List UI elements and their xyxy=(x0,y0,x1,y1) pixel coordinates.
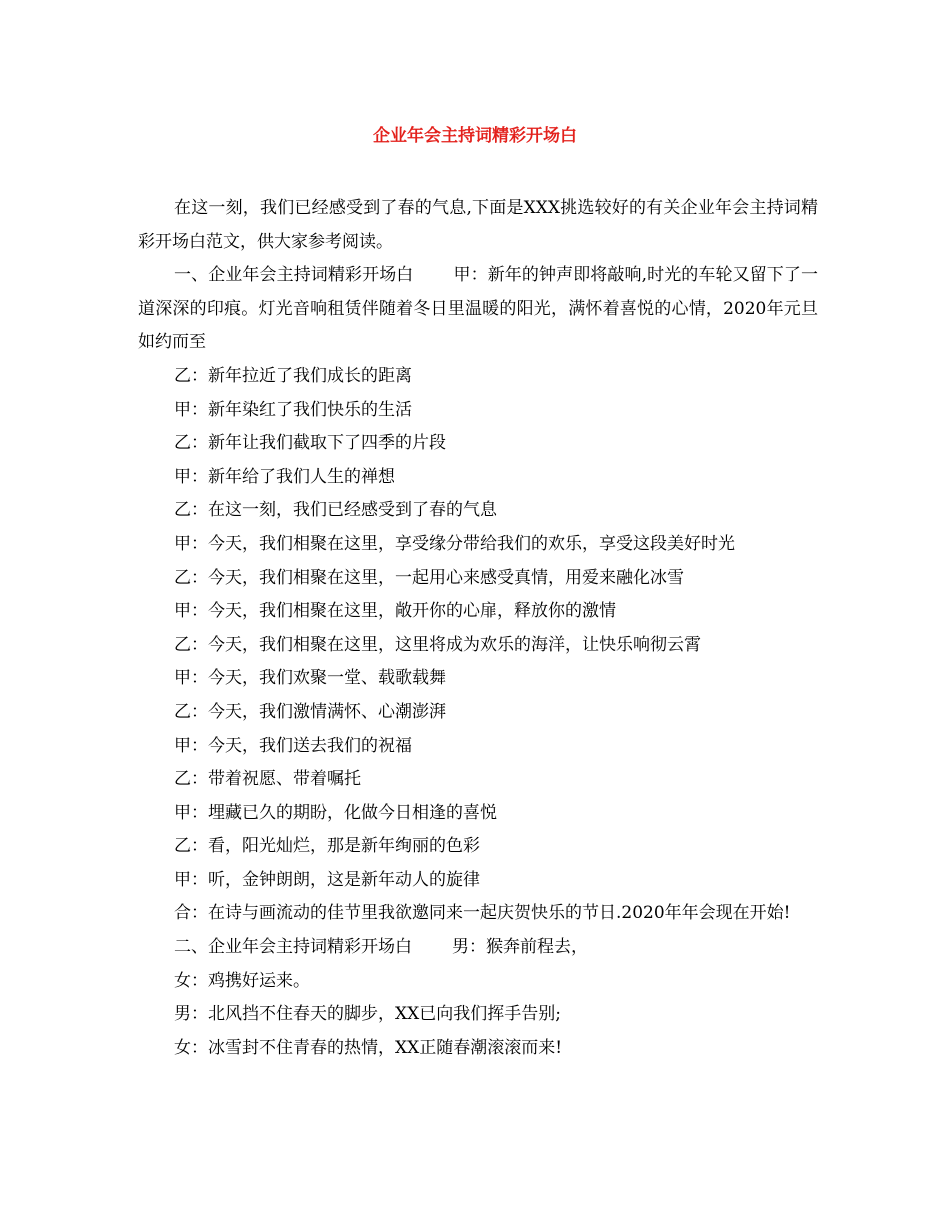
dialogue-line: 乙：今天，我们相聚在这里，这里将成为欢乐的海洋，让快乐响彻云霄 xyxy=(174,634,701,655)
dialogue-line: 甲：新年给了我们人生的禅想 xyxy=(174,466,395,487)
section-text: 男：猴奔前程去， xyxy=(452,937,588,958)
dialogue-line: 甲：听，金钟朗朗，这是新年动人的旋律 xyxy=(174,869,480,890)
dialogue-line: 男：北风挡不住春天的脚步，XX已向我们挥手告别; xyxy=(174,1004,561,1025)
dialogue-line: 乙：新年让我们截取下了四季的片段 xyxy=(174,433,446,454)
dialogue-line: 乙：看，阳光灿烂，那是新年绚丽的色彩 xyxy=(174,836,480,857)
dialogue-line: 甲：今天，我们相聚在这里，享受缘分带给我们的欢乐，享受这段美好时光 xyxy=(174,533,735,554)
section-paragraph xyxy=(138,259,818,360)
section-paragraph xyxy=(138,931,818,965)
document-title: 企业年会主持词精彩开场白 xyxy=(373,126,577,146)
dialogue-line: 乙：在这一刻，我们已经感受到了春的气息 xyxy=(174,500,497,521)
document-body xyxy=(138,192,818,1065)
dialogue-line: 甲：今天，我们送去我们的祝福 xyxy=(174,735,412,756)
section-heading: 二、企业年会主持词精彩开场白 xyxy=(174,937,412,958)
dialogue-line: 乙：带着祝愿、带着嘱托 xyxy=(174,769,361,790)
dialogue-line: 乙：今天，我们激情满怀、心潮澎湃 xyxy=(174,701,446,722)
dialogue-line: 甲：新年染红了我们快乐的生活 xyxy=(174,399,412,420)
dialogue-line: 甲：今天，我们欢聚一堂、载歌载舞 xyxy=(174,668,446,689)
dialogue-line: 乙：今天，我们相聚在这里，一起用心来感受真情，用爱来融化冰雪 xyxy=(174,567,684,588)
dialogue-line: 甲：埋藏已久的期盼，化做今日相逢的喜悦 xyxy=(174,802,497,823)
dialogue-line: 女：鸡携好运来。 xyxy=(174,970,310,991)
dialogue-line: 甲：今天，我们相聚在这里，敞开你的心扉，释放你的激情 xyxy=(174,601,616,622)
dialogue-line: 合：在诗与画流动的佳节里我欲邀同来一起庆贺快乐的节日.2020年年会现在开始! xyxy=(174,903,791,924)
section-heading: 一、企业年会主持词精彩开场白 xyxy=(174,265,414,286)
dialogue-line: 乙：新年拉近了我们成长的距离 xyxy=(174,365,412,386)
paragraph: 在这一刻，我们已经感受到了春的气息,下面是XXX挑选较好的有关企业年会主持词精彩开场白范文，供大家参考阅读。 xyxy=(138,198,818,252)
section-text: 甲：新年的钟声即将敲响,时光的车轮又留下了一道深深的印痕。灯光音响租赁伴随着冬日里温暖的阳光，满怀着喜悦的心情，2020年元旦如约而至 xyxy=(138,265,819,353)
dialogue-line: 女：冰雪封不住青春的热情，XX正随春潮滚滚而来! xyxy=(174,1037,563,1058)
